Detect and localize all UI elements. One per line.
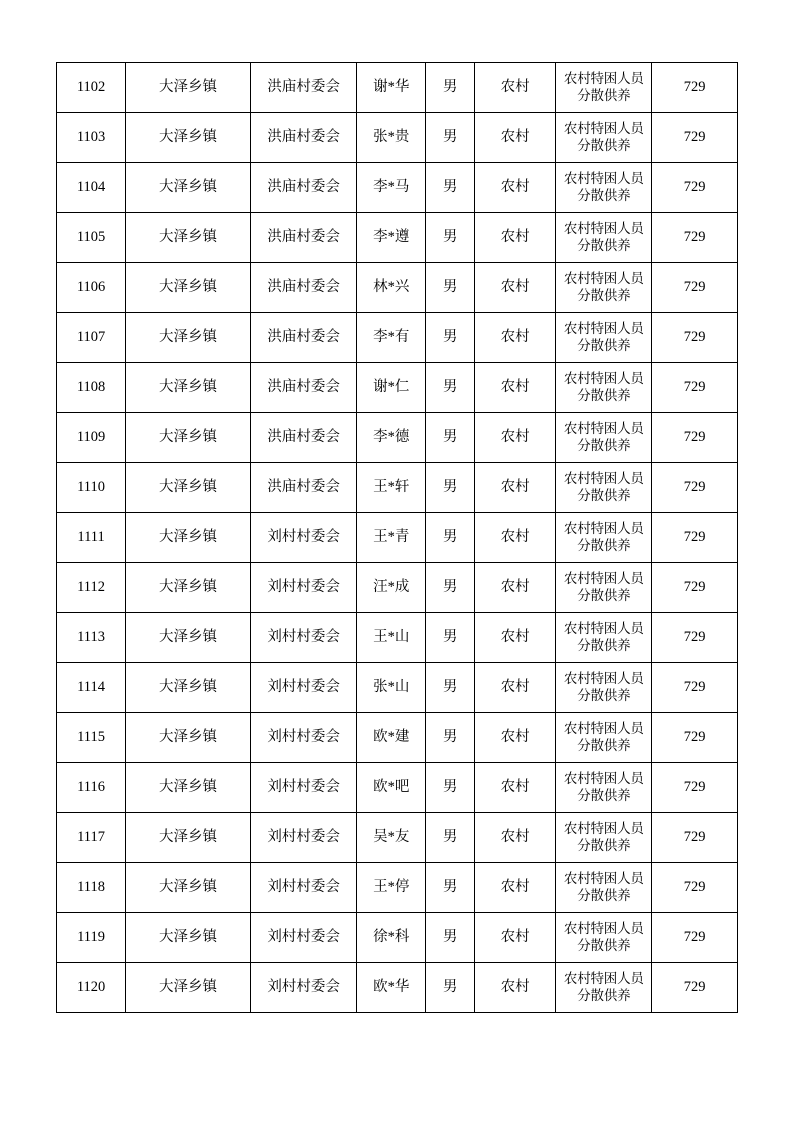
cell-sequence: 1105 [57, 213, 126, 263]
cell-name: 欧*华 [357, 963, 426, 1013]
cell-category [556, 763, 652, 813]
cell-category [556, 963, 652, 1013]
cell-category [556, 563, 652, 613]
table-row [57, 263, 738, 313]
cell-gender: 男 [426, 713, 474, 763]
cell-name: 欧*吧 [357, 763, 426, 813]
cell-category-text: 农村特困人员分散供养 [563, 521, 644, 553]
cell-sequence: 1102 [57, 63, 126, 113]
cell-gender: 男 [426, 613, 474, 663]
cell-category-text: 农村特困人员分散供养 [563, 721, 644, 753]
cell-gender: 男 [426, 263, 474, 313]
table-row [57, 763, 738, 813]
cell-category [556, 863, 652, 913]
cell-town: 大泽乡镇 [126, 713, 251, 763]
cell-gender: 男 [426, 213, 474, 263]
cell-category [556, 663, 652, 713]
cell-name: 徐*科 [357, 913, 426, 963]
cell-category [556, 313, 652, 363]
cell-category-text: 农村特困人员分散供养 [563, 771, 644, 803]
cell-gender: 男 [426, 63, 474, 113]
cell-town: 大泽乡镇 [126, 563, 251, 613]
cell-amount: 729 [652, 663, 738, 713]
cell-category-text: 农村特困人员分散供养 [563, 71, 644, 103]
table-row [57, 113, 738, 163]
cell-category-text: 农村特困人员分散供养 [563, 471, 644, 503]
cell-sequence: 1108 [57, 363, 126, 413]
cell-town: 大泽乡镇 [126, 613, 251, 663]
cell-household-type: 农村 [474, 913, 556, 963]
cell-gender: 男 [426, 513, 474, 563]
cell-sequence: 1117 [57, 813, 126, 863]
cell-sequence: 1120 [57, 963, 126, 1013]
cell-town: 大泽乡镇 [126, 163, 251, 213]
cell-town: 大泽乡镇 [126, 513, 251, 563]
cell-village: 洪庙村委会 [250, 463, 356, 513]
cell-sequence: 1118 [57, 863, 126, 913]
cell-category-text: 农村特困人员分散供养 [563, 921, 644, 953]
cell-amount: 729 [652, 563, 738, 613]
cell-name: 谢*仁 [357, 363, 426, 413]
cell-category-text: 农村特困人员分散供养 [563, 621, 644, 653]
cell-village: 洪庙村委会 [250, 363, 356, 413]
table-row [57, 613, 738, 663]
cell-household-type: 农村 [474, 963, 556, 1013]
cell-village: 刘村村委会 [250, 513, 356, 563]
cell-gender: 男 [426, 463, 474, 513]
table-body [57, 63, 738, 1013]
cell-amount: 729 [652, 313, 738, 363]
cell-village: 刘村村委会 [250, 663, 356, 713]
table-row [57, 713, 738, 763]
cell-name: 张*贵 [357, 113, 426, 163]
cell-name: 汪*成 [357, 563, 426, 613]
cell-gender: 男 [426, 163, 474, 213]
cell-village: 洪庙村委会 [250, 63, 356, 113]
cell-category-text: 农村特困人员分散供养 [563, 971, 644, 1003]
cell-category [556, 463, 652, 513]
cell-name: 吴*友 [357, 813, 426, 863]
cell-village: 洪庙村委会 [250, 263, 356, 313]
cell-sequence: 1111 [57, 513, 126, 563]
cell-amount: 729 [652, 163, 738, 213]
cell-amount: 729 [652, 863, 738, 913]
cell-gender: 男 [426, 413, 474, 463]
cell-name: 王*山 [357, 613, 426, 663]
cell-sequence: 1113 [57, 613, 126, 663]
cell-sequence: 1116 [57, 763, 126, 813]
cell-town: 大泽乡镇 [126, 963, 251, 1013]
table-row [57, 813, 738, 863]
cell-village: 洪庙村委会 [250, 413, 356, 463]
cell-village: 洪庙村委会 [250, 163, 356, 213]
table-row [57, 63, 738, 113]
cell-category [556, 263, 652, 313]
cell-category-text: 农村特困人员分散供养 [563, 121, 644, 153]
cell-name: 李*德 [357, 413, 426, 463]
cell-village: 洪庙村委会 [250, 313, 356, 363]
cell-town: 大泽乡镇 [126, 63, 251, 113]
cell-category-text: 农村特困人员分散供养 [563, 371, 644, 403]
cell-household-type: 农村 [474, 863, 556, 913]
cell-town: 大泽乡镇 [126, 813, 251, 863]
subsidy-roster-table [56, 62, 738, 1013]
cell-sequence: 1107 [57, 313, 126, 363]
cell-sequence: 1110 [57, 463, 126, 513]
cell-amount: 729 [652, 613, 738, 663]
cell-town: 大泽乡镇 [126, 913, 251, 963]
cell-name: 李*遵 [357, 213, 426, 263]
cell-household-type: 农村 [474, 263, 556, 313]
cell-name: 王*轩 [357, 463, 426, 513]
cell-household-type: 农村 [474, 413, 556, 463]
cell-amount: 729 [652, 63, 738, 113]
cell-village: 刘村村委会 [250, 813, 356, 863]
cell-category [556, 213, 652, 263]
cell-household-type: 农村 [474, 663, 556, 713]
cell-town: 大泽乡镇 [126, 663, 251, 713]
table-row [57, 463, 738, 513]
cell-category [556, 63, 652, 113]
table-row [57, 363, 738, 413]
cell-amount: 729 [652, 363, 738, 413]
cell-sequence: 1106 [57, 263, 126, 313]
cell-gender: 男 [426, 863, 474, 913]
cell-village: 洪庙村委会 [250, 213, 356, 263]
cell-household-type: 农村 [474, 163, 556, 213]
table-row [57, 163, 738, 213]
cell-town: 大泽乡镇 [126, 863, 251, 913]
table-row [57, 563, 738, 613]
cell-household-type: 农村 [474, 313, 556, 363]
table-row [57, 863, 738, 913]
table-row [57, 513, 738, 563]
cell-name: 林*兴 [357, 263, 426, 313]
cell-town: 大泽乡镇 [126, 413, 251, 463]
cell-name: 李*有 [357, 313, 426, 363]
cell-amount: 729 [652, 713, 738, 763]
cell-household-type: 农村 [474, 613, 556, 663]
cell-household-type: 农村 [474, 213, 556, 263]
cell-category [556, 363, 652, 413]
cell-amount: 729 [652, 263, 738, 313]
cell-amount: 729 [652, 513, 738, 563]
table-row [57, 913, 738, 963]
cell-household-type: 农村 [474, 763, 556, 813]
cell-gender: 男 [426, 913, 474, 963]
cell-amount: 729 [652, 913, 738, 963]
cell-name: 谢*华 [357, 63, 426, 113]
table-row [57, 963, 738, 1013]
cell-name: 李*马 [357, 163, 426, 213]
cell-category-text: 农村特困人员分散供养 [563, 821, 644, 853]
cell-town: 大泽乡镇 [126, 313, 251, 363]
cell-village: 刘村村委会 [250, 563, 356, 613]
cell-town: 大泽乡镇 [126, 263, 251, 313]
cell-household-type: 农村 [474, 63, 556, 113]
cell-amount: 729 [652, 763, 738, 813]
cell-name: 王*停 [357, 863, 426, 913]
cell-category-text: 农村特困人员分散供养 [563, 871, 644, 903]
cell-village: 刘村村委会 [250, 713, 356, 763]
cell-amount: 729 [652, 413, 738, 463]
cell-gender: 男 [426, 763, 474, 813]
cell-category [556, 813, 652, 863]
cell-category-text: 农村特困人员分散供养 [563, 221, 644, 253]
cell-category [556, 613, 652, 663]
cell-household-type: 农村 [474, 113, 556, 163]
cell-household-type: 农村 [474, 513, 556, 563]
cell-amount: 729 [652, 463, 738, 513]
cell-name: 张*山 [357, 663, 426, 713]
cell-category [556, 413, 652, 463]
cell-gender: 男 [426, 563, 474, 613]
cell-category [556, 513, 652, 563]
cell-sequence: 1114 [57, 663, 126, 713]
cell-category-text: 农村特困人员分散供养 [563, 571, 644, 603]
cell-town: 大泽乡镇 [126, 213, 251, 263]
cell-category-text: 农村特困人员分散供养 [563, 171, 644, 203]
cell-village: 刘村村委会 [250, 913, 356, 963]
cell-amount: 729 [652, 963, 738, 1013]
cell-village: 刘村村委会 [250, 613, 356, 663]
cell-sequence: 1109 [57, 413, 126, 463]
cell-gender: 男 [426, 313, 474, 363]
cell-sequence: 1104 [57, 163, 126, 213]
cell-household-type: 农村 [474, 363, 556, 413]
table-row [57, 213, 738, 263]
cell-town: 大泽乡镇 [126, 763, 251, 813]
cell-sequence: 1103 [57, 113, 126, 163]
cell-amount: 729 [652, 213, 738, 263]
cell-gender: 男 [426, 663, 474, 713]
cell-village: 刘村村委会 [250, 863, 356, 913]
cell-sequence: 1115 [57, 713, 126, 763]
table-row [57, 313, 738, 363]
cell-town: 大泽乡镇 [126, 363, 251, 413]
cell-household-type: 农村 [474, 713, 556, 763]
cell-village: 刘村村委会 [250, 763, 356, 813]
cell-town: 大泽乡镇 [126, 113, 251, 163]
cell-town: 大泽乡镇 [126, 463, 251, 513]
table-row [57, 413, 738, 463]
cell-village: 洪庙村委会 [250, 113, 356, 163]
cell-category [556, 113, 652, 163]
cell-category-text: 农村特困人员分散供养 [563, 271, 644, 303]
cell-gender: 男 [426, 963, 474, 1013]
cell-category-text: 农村特困人员分散供养 [563, 421, 644, 453]
cell-gender: 男 [426, 363, 474, 413]
cell-category [556, 713, 652, 763]
cell-sequence: 1112 [57, 563, 126, 613]
cell-amount: 729 [652, 813, 738, 863]
cell-category-text: 农村特困人员分散供养 [563, 671, 644, 703]
table-row [57, 663, 738, 713]
cell-household-type: 农村 [474, 813, 556, 863]
cell-name: 王*青 [357, 513, 426, 563]
cell-category [556, 913, 652, 963]
cell-gender: 男 [426, 813, 474, 863]
cell-category [556, 163, 652, 213]
cell-household-type: 农村 [474, 563, 556, 613]
cell-sequence: 1119 [57, 913, 126, 963]
cell-amount: 729 [652, 113, 738, 163]
cell-household-type: 农村 [474, 463, 556, 513]
cell-village: 刘村村委会 [250, 963, 356, 1013]
cell-gender: 男 [426, 113, 474, 163]
cell-category-text: 农村特困人员分散供养 [563, 321, 644, 353]
cell-name: 欧*建 [357, 713, 426, 763]
